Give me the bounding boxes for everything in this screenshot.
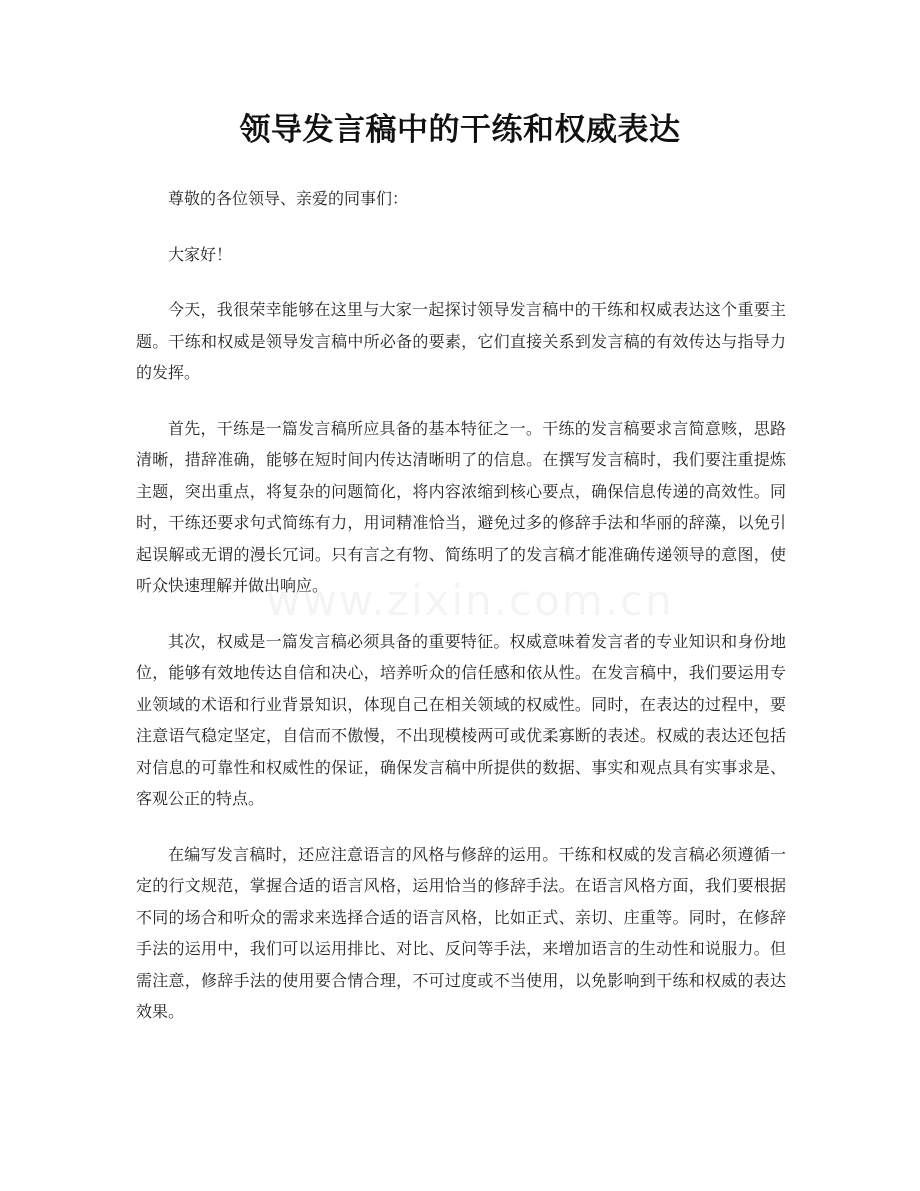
document-body [136,183,786,1052]
document-title: 领导发言稿中的干练和权威表达 [239,112,681,148]
greeting-paragraph: 大家好！ [168,244,233,264]
salutation-paragraph: 尊敬的各位领导、亲爱的同事们： [168,189,409,208]
style-rhetoric-paragraph: 在编写发言稿时，还应注意语言的风格与修辞的运用。干练和权威的发言稿必须遵循一定的行文规范，掌握合适的语言风格，运用恰当的修辞手法。在语言风格方面，我们要根据不同的场合和听众的需求来选择合适的语言风格，比如正式、亲切、庄重等。同时，在修辞手法的运用中，我们可以运用排比、对比、反问等手法，来增加语言的生动性和说服力。但需注意，修辞手法的使用要合情合理，不可过度或不当使用，以免影响到干练和权威的表达效果。 [136,844,786,1021]
intro-paragraph: 今天，我很荣幸能够在这里与大家一起探讨领导发言稿中的干练和权威表达这个重要主题。干练和权威是领导发言稿中所必备的要素，它们直接关系到发言稿的有效传达与指导力的发挥。 [136,300,786,382]
conciseness-paragraph: 首先，干练是一篇发言稿所应具备的基本特征之一。干练的发言稿要求言简意赅，思路清晰，措辞准确，能够在短时间内传达清晰明了的信息。在撰写发言稿时，我们要注重提炼主题，突出重点，将复杂的问题简化，将内容浓缩到核心要点，确保信息传递的高效性。同时，干练还要求句式简练有力，用词精准恰当，避免过多的修辞手法和华丽的辞藻，以免引起误解或无谓的漫长冗词。只有言之有物、简练明了的发言稿才能准确传递领导的意图，使听众快速理解并做出响应。 [136,418,786,595]
authority-paragraph: 其次，权威是一篇发言稿必须具备的重要特征。权威意味着发言者的专业知识和身份地位，能够有效地传达自信和决心，培养听众的信任感和依从性。在发言稿中，我们要运用专业领域的术语和行业背景知识，体现自己在相关领域的权威性。同时，在表达的过程中，要注意语气稳定坚定，自信而不傲慢，不出现模棱两可或优柔寡断的表述。权威的表达还包括对信息的可靠性和权威性的保证，确保发言稿中所提供的数据、事实和观点具有实事求是、客观公正的特点。 [136,631,786,808]
